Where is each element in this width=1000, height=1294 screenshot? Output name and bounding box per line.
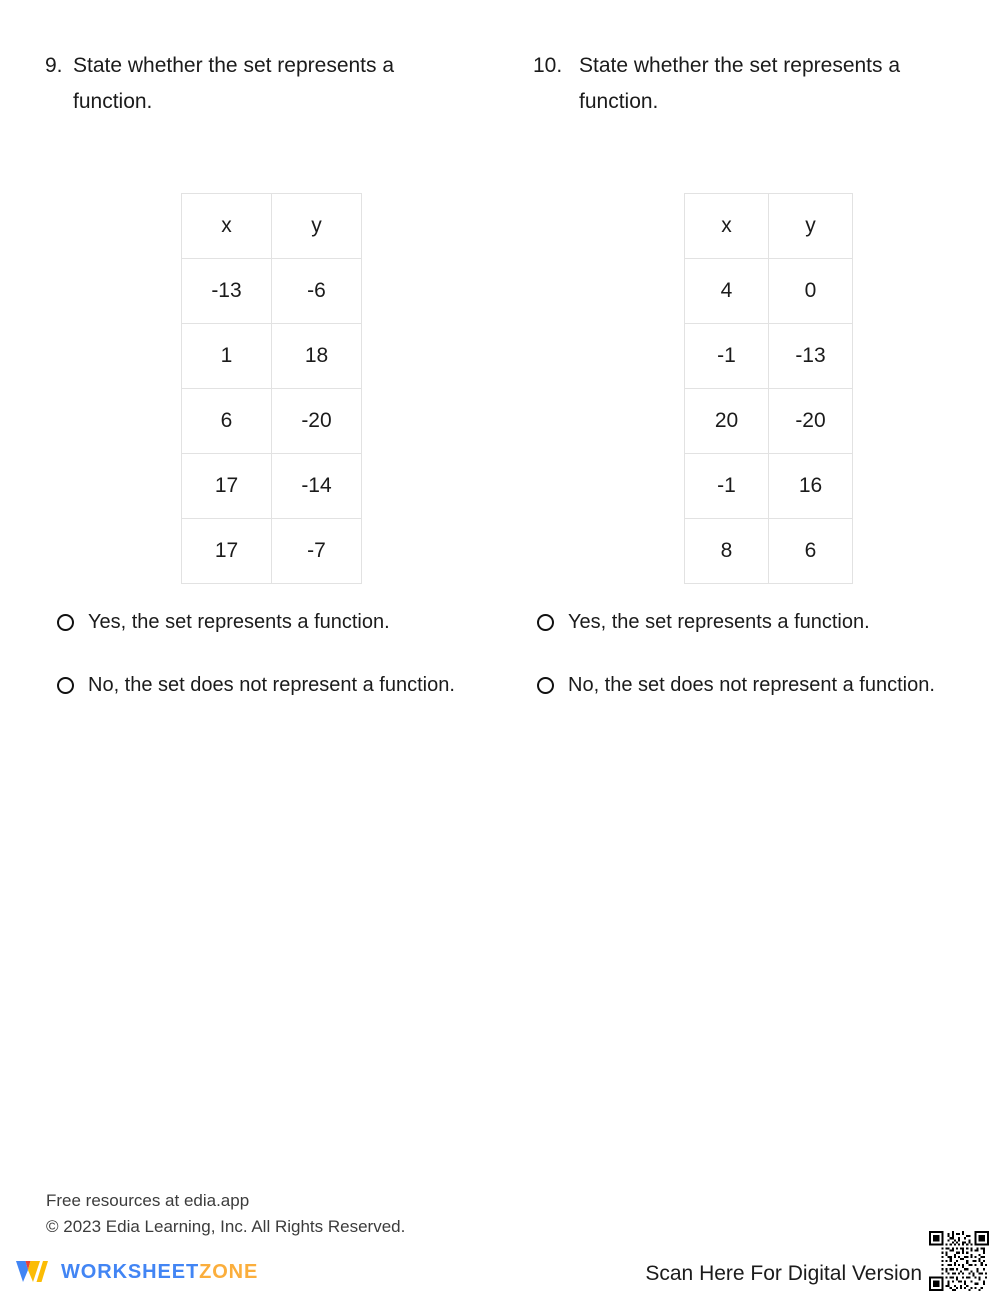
question-9-prompt: State whether the set represents a function. (73, 54, 395, 113)
question-9-header (45, 48, 475, 120)
question-10-prompt: State whether the set represents a function. (579, 54, 901, 113)
question-10-choice-yes[interactable] (537, 604, 967, 641)
question-9-choice-no[interactable] (57, 667, 487, 704)
cell-y: -13 (769, 324, 853, 389)
choice-label: Yes, the set represents a function. (88, 611, 390, 633)
cell-x: 17 (182, 519, 272, 584)
cell-x: -1 (685, 324, 769, 389)
question-10-table (684, 193, 853, 584)
table-row (182, 389, 362, 454)
cell-x: -1 (685, 454, 769, 519)
cell-x: -13 (182, 259, 272, 324)
question-9-table (181, 193, 362, 584)
footer-resources-line: Free resources at edia.app (46, 1191, 250, 1210)
cell-y: 6 (769, 519, 853, 584)
footer-attribution (46, 1188, 405, 1240)
scan-here-text: Scan Here For Digital Version (645, 1262, 922, 1285)
cell-x: 6 (182, 389, 272, 454)
question-9-table-wrap (181, 193, 362, 584)
cell-x: 4 (685, 259, 769, 324)
choice-label: Yes, the set represents a function. (568, 611, 870, 633)
worksheet-zone-w-mark-icon (12, 1256, 52, 1288)
footer-copyright-line: © 2023 Edia Learning, Inc. All Rights Reserved. (46, 1217, 406, 1236)
table-row (685, 259, 853, 324)
question-10-choice-no[interactable] (537, 667, 967, 704)
cell-y: 0 (769, 259, 853, 324)
cell-y: -14 (272, 454, 362, 519)
table-row (182, 519, 362, 584)
table-header-row (685, 194, 853, 259)
question-10 (533, 48, 963, 696)
radio-button-icon[interactable] (57, 614, 74, 631)
cell-x: 8 (685, 519, 769, 584)
cell-y: -20 (769, 389, 853, 454)
table-row (685, 519, 853, 584)
radio-button-icon[interactable] (537, 614, 554, 631)
worksheet-zone-logo-text (61, 1261, 258, 1284)
question-9-choices (57, 604, 487, 730)
table-row (182, 324, 362, 389)
worksheet-zone-logo[interactable] (12, 1256, 258, 1288)
table-row (685, 324, 853, 389)
question-10-header (533, 48, 963, 120)
question-10-number: 10. (533, 54, 563, 77)
question-9-choice-yes[interactable] (57, 604, 487, 641)
table-row (685, 389, 853, 454)
logo-word-zone: ZONE (199, 1260, 259, 1283)
choice-label: No, the set does not represent a function. (88, 674, 455, 696)
table-row (182, 259, 362, 324)
question-9 (45, 48, 475, 696)
cell-y: 16 (769, 454, 853, 519)
question-10-table-wrap (684, 193, 853, 584)
radio-button-icon[interactable] (57, 677, 74, 694)
question-10-choices (537, 604, 967, 730)
cell-y: -20 (272, 389, 362, 454)
table-row (182, 454, 362, 519)
table-row (685, 454, 853, 519)
column-header-x: x (182, 194, 272, 259)
radio-button-icon[interactable] (537, 677, 554, 694)
column-header-y: y (769, 194, 853, 259)
cell-x: 1 (182, 324, 272, 389)
column-header-y: y (272, 194, 362, 259)
question-9-number: 9. (45, 54, 63, 77)
qr-code-icon[interactable] (929, 1231, 989, 1291)
column-header-x: x (685, 194, 769, 259)
cell-x: 17 (182, 454, 272, 519)
logo-word-worksheet: WORKSHEET (61, 1260, 200, 1283)
table-header-row (182, 194, 362, 259)
cell-y: -6 (272, 259, 362, 324)
cell-x: 20 (685, 389, 769, 454)
choice-label: No, the set does not represent a function. (568, 674, 935, 696)
cell-y: 18 (272, 324, 362, 389)
cell-y: -7 (272, 519, 362, 584)
